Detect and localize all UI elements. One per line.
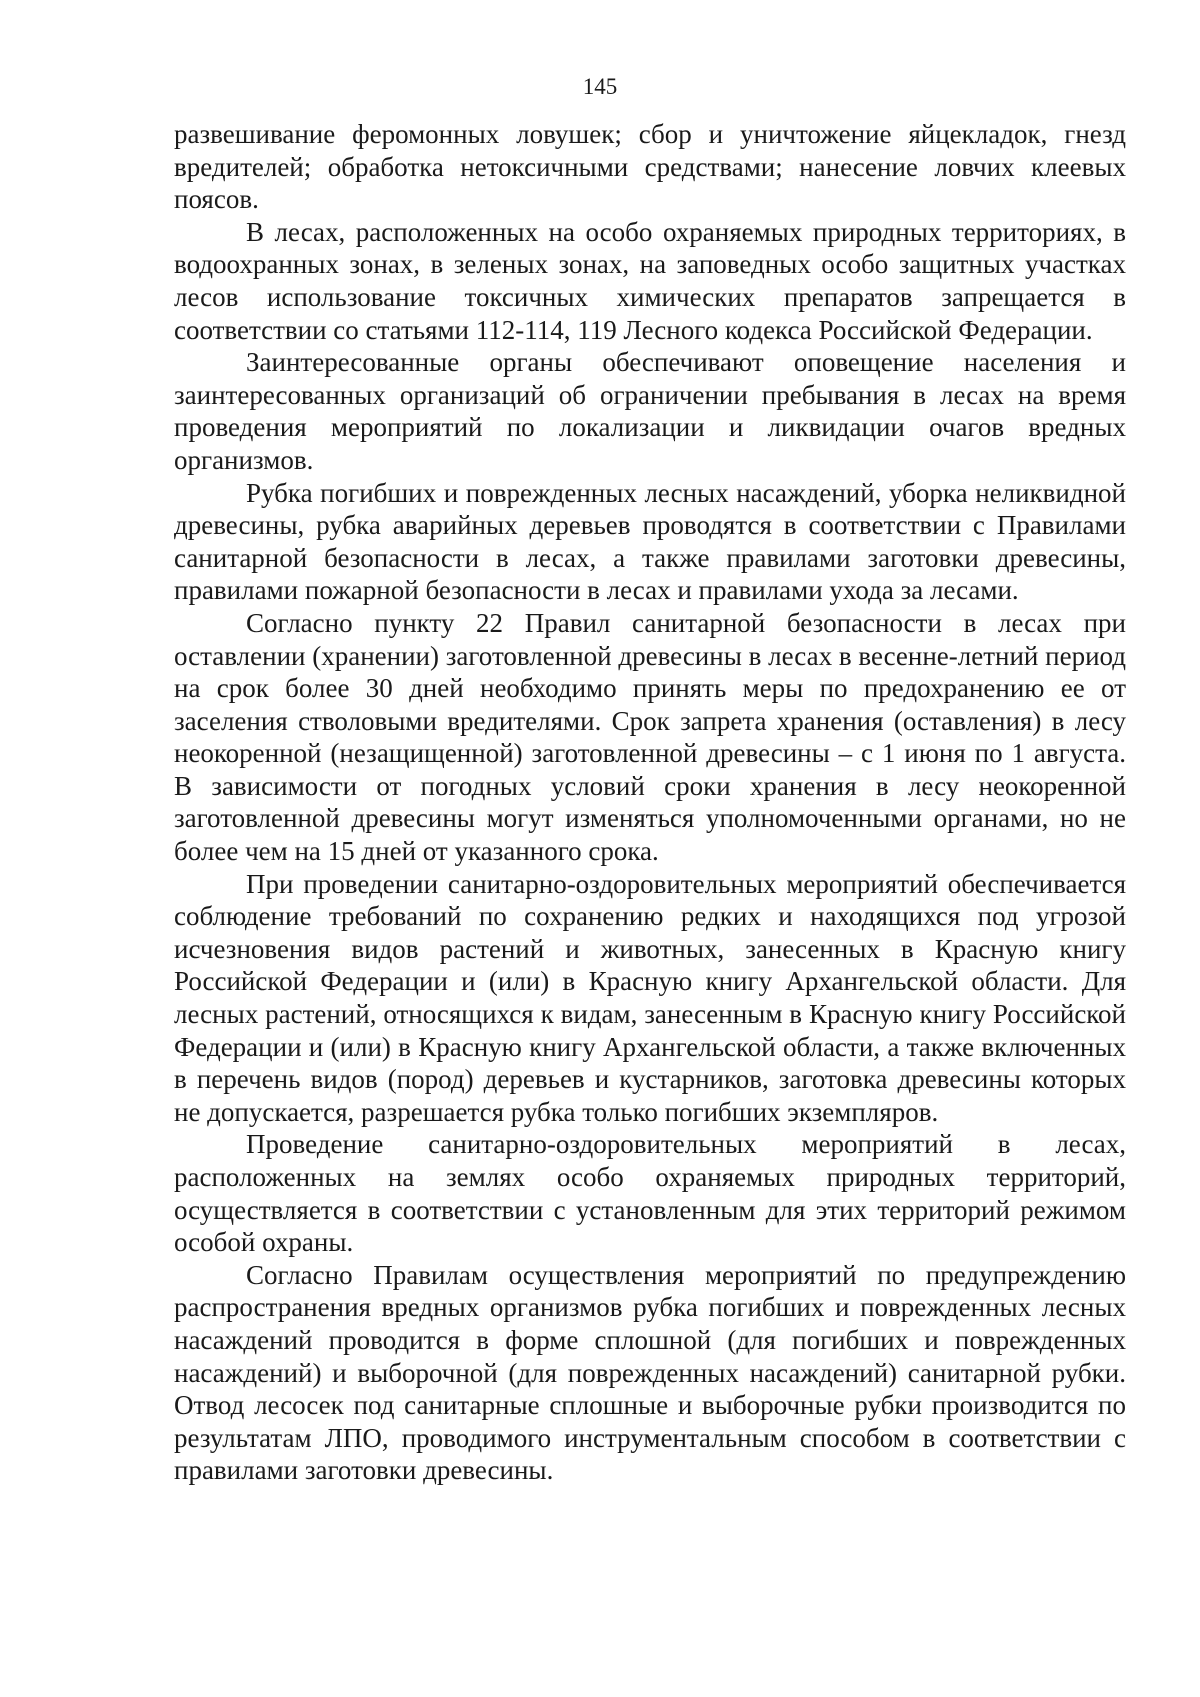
paragraph-protected-territories: В лесах, расположенных на особо охраняемых природных территориях, в водоохранных зонах, в зеленых зонах, на заповедных особо защитных участках лесов использование токсичных химических препаратов запрещается в соответствии со статьями 112-114, 119 Лесного кодекса Российской Федерации.: [174, 216, 1126, 345]
document-body: [174, 118, 1126, 1487]
paragraph-sanitary-felling-forms: Согласно Правилам осуществления мероприятий по предупреждению распространения вредных организмов рубка погибших и поврежденных лесных насаждений проводится в форме сплошной (для погибших и поврежденных насаждений) и выборочной (для поврежденных насаждений) санитарной рубки. Отвод лесосек под санитарные сплошные и выборочные рубки производится по результатам ЛПО, проводимого инструментальным способом в соответствии с правилами заготовки древесины.: [174, 1259, 1126, 1486]
paragraph-red-book-species: При проведении санитарно-оздоровительных мероприятий обеспечивается соблюдение требований по сохранению редких и находящихся под угрозой исчезновения видов растений и животных, занесенных в Красную книгу Российской Федерации и (или) в Красную книгу Архангельской области. Для лесных растений, относящихся к видам, занесенным в Красную книгу Российской Федерации и (или) в Красную книгу Архангельской области, а также включенных в перечень видов (пород) деревьев и кустарников, заготовка древесины которых не допускается, разрешается рубка только погибших экземпляров.: [174, 868, 1126, 1127]
paragraph-public-notification: Заинтересованные органы обеспечивают оповещение населения и заинтересованных организаций об ограничении пребывания в лесах на время проведения мероприятий по локализации и ликвидации очагов вредных организмов.: [174, 347, 1126, 475]
paragraph-felling-rules: Рубка погибших и поврежденных лесных насаждений, уборка неликвидной древесины, рубка аварийных деревьев проводятся в соответствии с Правилами санитарной безопасности в лесах, а также правилами заготовки древесины, правилами пожарной безопасности в лесах и правилами ухода за лесами.: [174, 477, 1126, 606]
page-number: 145: [582, 74, 618, 99]
paragraph-protected-lands: Проведение санитарно-оздоровительных мероприятий в лесах, расположенных на землях особо охраняемых природных территорий, осуществляется в соответствии с установленным для этих территорий режимом особой охраны.: [174, 1129, 1126, 1258]
paragraph-continuation: развешивание феромонных ловушек; сбор и уничтожение яйцекладок, гнезд вредителей; обработка нетоксичными средствами; нанесение ловчих клеевых поясов.: [174, 119, 1126, 215]
paragraph-timber-storage: Согласно пункту 22 Правил санитарной безопасности в лесах при оставлении (хранении) заготовленной древесины в лесах в весенне-летний период на срок более 30 дней необходимо принять меры по предохранению ее от заселения стволовыми вредителями. Срок запрета хранения (оставления) в лесу неокоренной (незащищенной) заготовленной древесины – с 1 июня по 1 августа. В зависимости от погодных условий сроки хранения в лесу неокоренной заготовленной древесины могут изменяться уполномоченными органами, но не более чем на 15 дней от указанного срока.: [174, 607, 1126, 867]
